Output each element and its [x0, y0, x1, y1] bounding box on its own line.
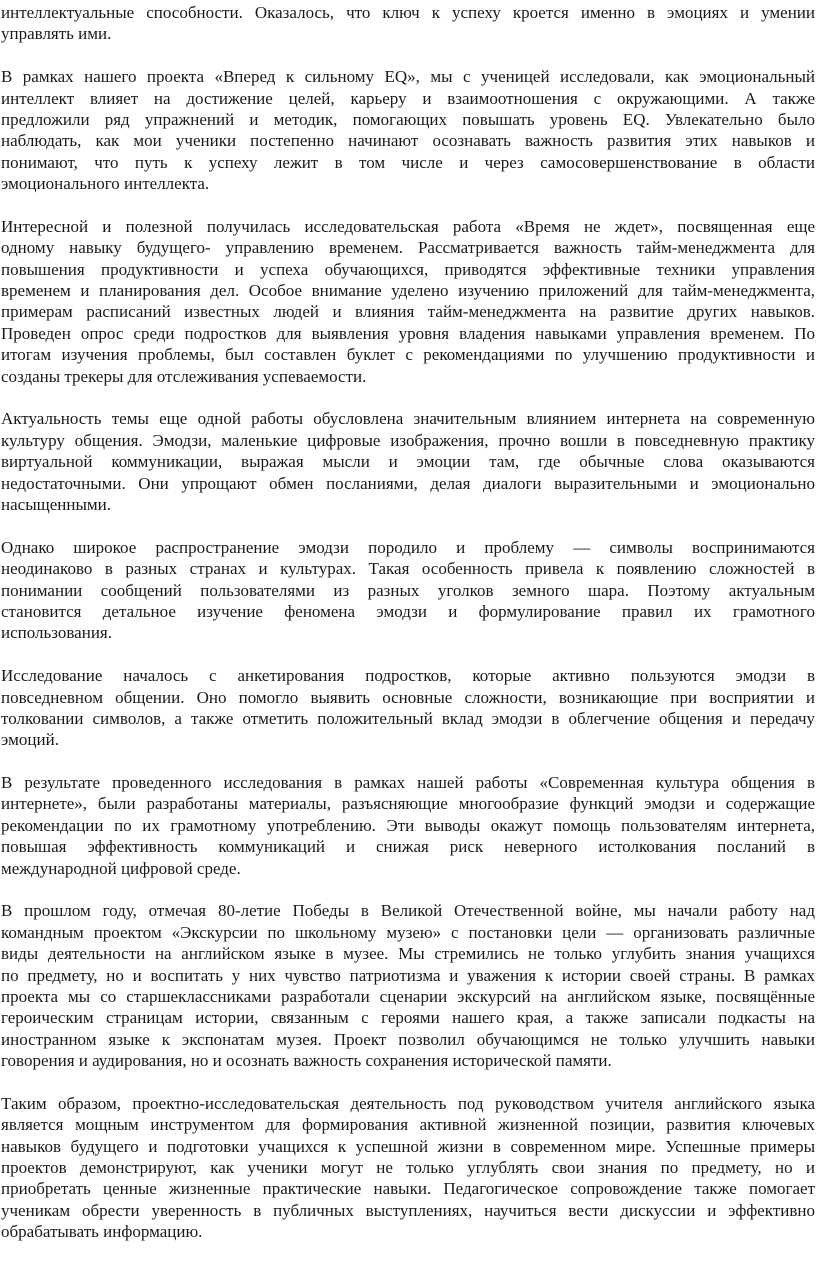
text-line: проекта мы со старшеклассниками разработали сценарии экскурсий на английском языке, посвящённые: [1, 986, 815, 1006]
text-line: Таким образом, проектно-исследовательская деятельность под руководством учителя английского языка: [1, 1093, 815, 1113]
text-line: говорения и аудирования, но и осознать важность сохранения исторической памяти.: [1, 1051, 612, 1071]
text-line: рекомендации по их грамотному употреблению. Эти выводы окажут помощь пользователям интернета,: [1, 815, 815, 835]
text-line: Проведен опрос среди подростков для выявления уровня владения навыками управления временем. По: [1, 323, 815, 343]
paragraph: [1, 2, 815, 45]
text-line: иностранном языке к экспонатам музея. Проект позволил обучающимся не только улучшить навыки: [1, 1029, 815, 1049]
text-line: ученикам обрести уверенность в публичных выступлениях, научиться вести дискуссии и эффективно: [1, 1200, 815, 1220]
paragraph: [1, 900, 815, 1071]
text-line: виртуальной коммуникации, выражая мысли и эмоции там, где обычные слова оказываются: [1, 452, 815, 472]
paragraph: [1, 216, 815, 387]
text-line: созданы трекеры для отслеживания успеваемости.: [1, 366, 367, 386]
text-line: командным проектом «Экскурсии по школьному музею» с постановки цели — организовать различные: [1, 922, 815, 942]
text-line: предложили ряд упражнений и методик, помогающих повышать уровень EQ. Увлекательно было: [1, 109, 815, 129]
text-line: героическим страницам истории, связанным с героями нашего края, а также записали подкасты на: [1, 1008, 815, 1028]
text-line: проектов демонстрируют, как ученики могут не только углублять свои знания по предмету, но и: [1, 1158, 815, 1178]
text-line: обрабатывать информацию.: [1, 1222, 203, 1242]
text-line: эмоций.: [1, 730, 59, 750]
text-line: интеллект влияет на достижение целей, карьеру и взаимоотношения с окружающими. А также: [1, 88, 815, 108]
text-line: понимают, что путь к успеху лежит в том числе и через самосовершенствование в области: [1, 152, 815, 172]
text-line: приобретать ценные жизненные практические навыки. Педагогическое сопровождение также помогает: [1, 1179, 815, 1199]
text-line: недостаточными. Они упрощают обмен посланиями, делая диалоги выразительными и эмоционально: [1, 473, 815, 493]
text-line: является мощным инструментом для формирования активной жизненной позиции, развития ключевых: [1, 1115, 815, 1135]
text-line: наблюдать, как мои ученики постепенно начинают осознавать важность развития этих навыков и: [1, 131, 815, 151]
text-line: повышения продуктивности и успеха обучающихся, приводятся эффективные техники управления: [1, 259, 815, 279]
text-line: повседневном общении. Оно помогло выявить основные сложности, возникающие при восприятии и: [1, 687, 815, 707]
paragraph: [1, 537, 815, 644]
paragraph: [1, 408, 815, 515]
text-line: примерам расписаний известных людей и влияния тайм-менеджмента на развитие других навыков.: [1, 302, 815, 322]
text-line: интеллектуальные способности. Оказалось, что ключ к успеху кроется именно в эмоциях и умении: [1, 3, 815, 22]
text-line: В прошлом году, отмечая 80-летие Победы в Великой Отечественной войне, мы начали работу над: [1, 901, 815, 921]
text-line: интернете», были разработаны материалы, разъясняющие многообразие функций эмодзи и содержащие: [1, 794, 815, 814]
paragraph: [1, 1093, 815, 1243]
text-line: насыщенными.: [1, 494, 111, 514]
text-line: по предмету, но и воспитать у них чувство патриотизма и уважения к истории своей страны. В рамках: [1, 965, 815, 985]
text-line: виды деятельности на английском языке в музее. Мы стремились не только углубить знания учащихся: [1, 944, 815, 964]
text-line: Интересной и полезной получилась исследовательская работа «Время не ждет», посвященная еще: [1, 216, 815, 236]
text-line: навыков будущего и подготовки учащихся к успешной жизни в современном мире. Успешные примеры: [1, 1136, 815, 1156]
text-line: В результате проведенного исследования в рамках нашей работы «Современная культура общения в: [1, 773, 815, 793]
text-line: понимании сообщений пользователями из разных уголков земного шара. Поэтому актуальным: [1, 580, 815, 600]
text-line: одному навыку будущего- управлению временем. Рассматривается важность тайм-менеджмента для: [1, 238, 815, 258]
text-line: Исследование началось с анкетирования подростков, которые активно пользуются эмодзи в: [1, 666, 815, 686]
text-line: культуру общения. Эмодзи, маленькие цифровые изображения, прочно вошли в повседневную практику: [1, 430, 815, 450]
text-line: В рамках нашего проекта «Вперед к сильному EQ», мы с ученицей исследовали, как эмоциональный: [1, 67, 815, 87]
text-line: Однако широкое распространение эмодзи породило и проблему — символы воспринимаются: [1, 537, 815, 557]
text-line: неодинаково в разных странах и культурах. Такая особенность привела к появлению сложностей в: [1, 559, 815, 579]
text-line: Актуальность темы еще одной работы обусловлена значительным влиянием интернета на современную: [1, 409, 815, 429]
paragraph: [1, 665, 815, 751]
text-line: управлять ими.: [1, 24, 112, 44]
text-line: временем и планирования дел. Особое внимание уделено изучению приложений для тайм-менеджмента,: [1, 281, 815, 301]
text-line: итогам изучения проблемы, был составлен буклет с рекомендациями по улучшению продуктивности и: [1, 345, 815, 365]
text-line: эмоционального интеллекта.: [1, 174, 210, 194]
text-line: повышая эффективность коммуникаций и снижая риск неверного истолкования посланий в: [1, 837, 815, 857]
text-line: международной цифровой среде.: [1, 858, 241, 878]
text-line: использования.: [1, 623, 112, 643]
paragraph: [1, 772, 815, 879]
paragraph: [1, 66, 815, 194]
text-line: толковании символов, а также отметить положительный вклад эмодзи в облегчение общения и передачу: [1, 708, 815, 728]
text-line: становится детальное изучение феномена эмодзи и формулирование правил их грамотного: [1, 601, 815, 621]
